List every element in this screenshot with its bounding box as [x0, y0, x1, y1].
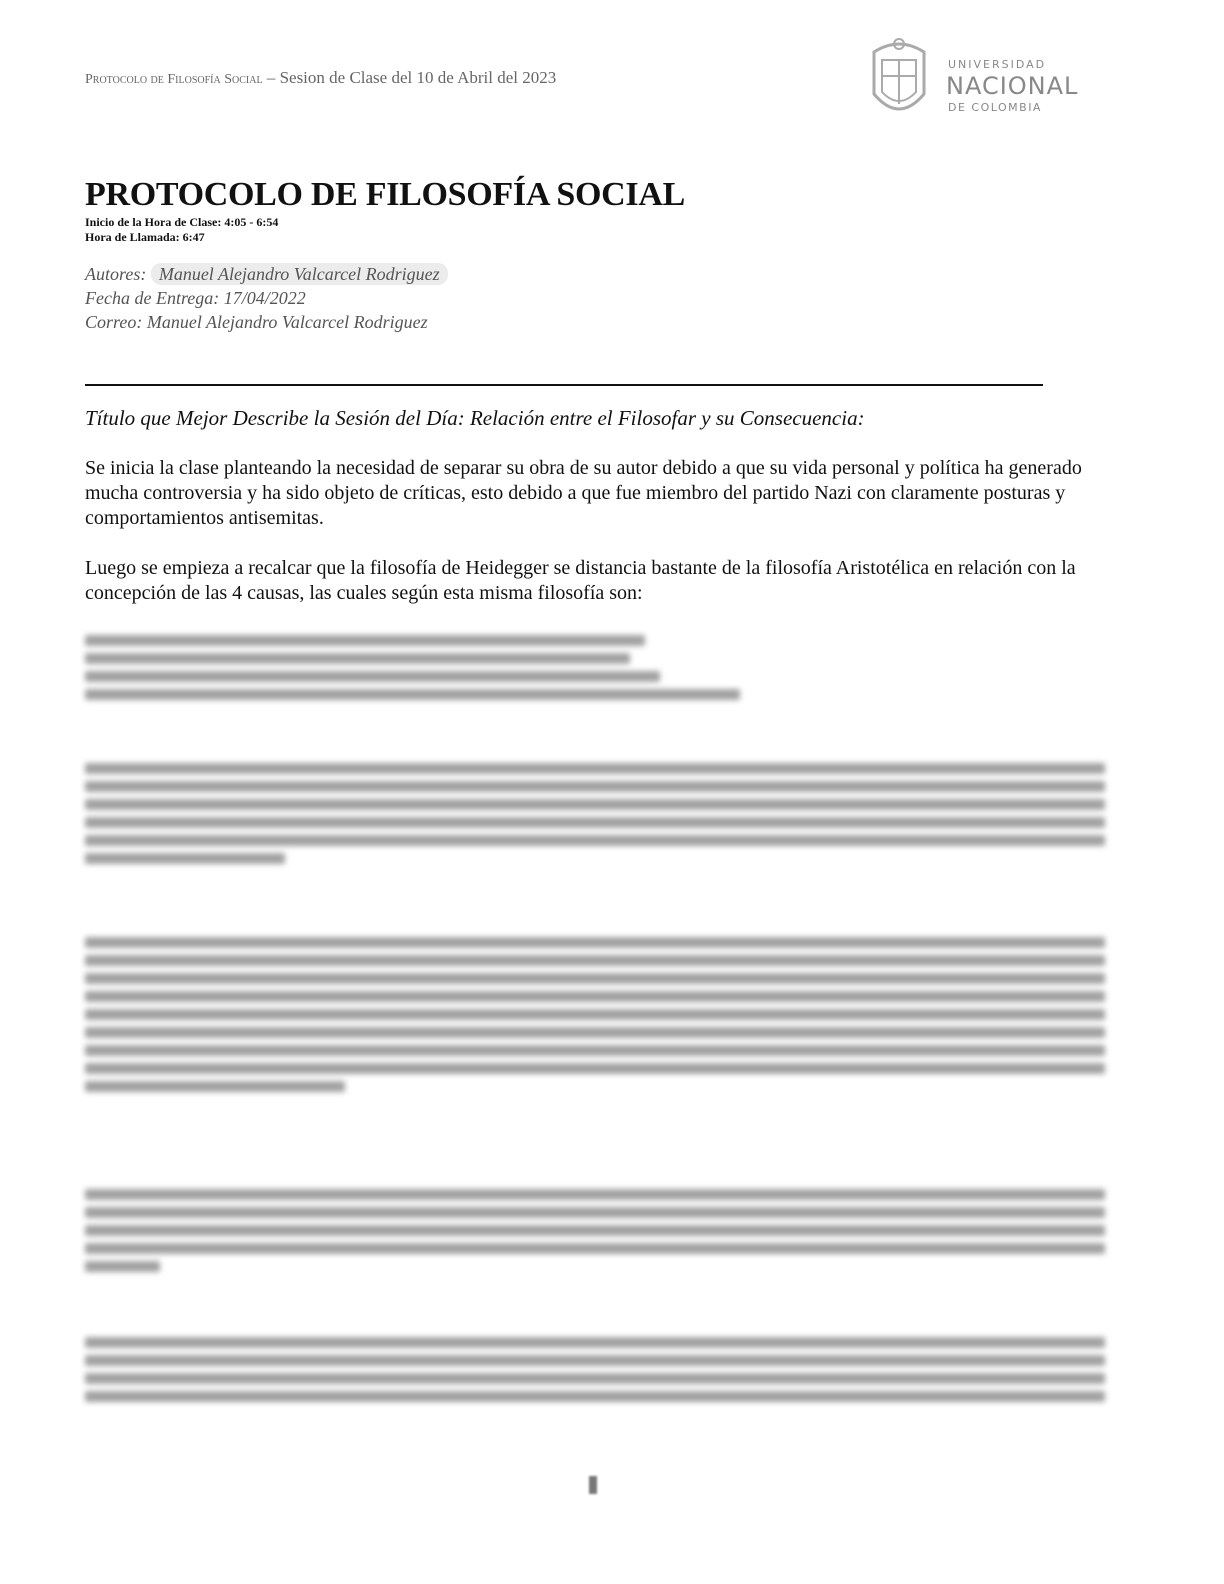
logo-line2: NACIONAL [946, 72, 1079, 100]
blurred-paragraph [85, 930, 1105, 1099]
blurred-paragraph [85, 1330, 1105, 1409]
page-number [589, 1476, 597, 1494]
class-meta [85, 215, 278, 245]
blurred-list [85, 628, 1105, 707]
divider [85, 384, 1043, 386]
delivery-date: Fecha de Entrega: 17/04/2022 [85, 288, 306, 308]
university-logo [866, 34, 1096, 130]
header-course: Protocolo de Filosofía Social [85, 72, 263, 87]
document-title: PROTOCOLO DE FILOSOFÍA SOCIAL [85, 176, 685, 213]
section-title: Título que Mejor Describe la Sesión del Día: Relación entre el Filosofar y su Consecuencia: [85, 406, 865, 430]
email: Correo: Manuel Alejandro Valcarcel Rodriguez [85, 312, 428, 332]
crest-icon [866, 34, 932, 126]
call-time: Hora de Llamada: 6:47 [85, 230, 205, 244]
author-chip[interactable]: Manuel Alejandro Valcarcel Rodriguez [151, 263, 448, 285]
authors-block [85, 262, 448, 334]
logo-line1: UNIVERSIDAD [948, 58, 1047, 71]
paragraph-1: Se inicia la clase planteando la necesidad de separar su obra de su autor debido a que su vida personal y política ha generado mucha controversia y ha sido objeto de críticas, esto debido a que fue miembro del partido Nazi con claramente posturas y comportamientos antisemitas. [85, 457, 1082, 529]
authors-label: Autores: [85, 264, 147, 284]
class-time: Inicio de la Hora de Clase: 4:05 - 6:54 [85, 215, 279, 229]
running-header [85, 68, 556, 88]
header-session: – Sesion de Clase del 10 de Abril del 2023 [262, 68, 557, 87]
blurred-paragraph [85, 756, 1105, 871]
paragraph-2: Luego se empieza a recalcar que la filosofía de Heidegger se distancia bastante de la filosofía Aristotélica en relación con la concepción de las 4 causas, las cuales según esta misma filosofía son: [85, 557, 1076, 604]
blurred-paragraph [85, 1182, 1105, 1279]
logo-line3: DE COLOMBIA [948, 101, 1042, 114]
